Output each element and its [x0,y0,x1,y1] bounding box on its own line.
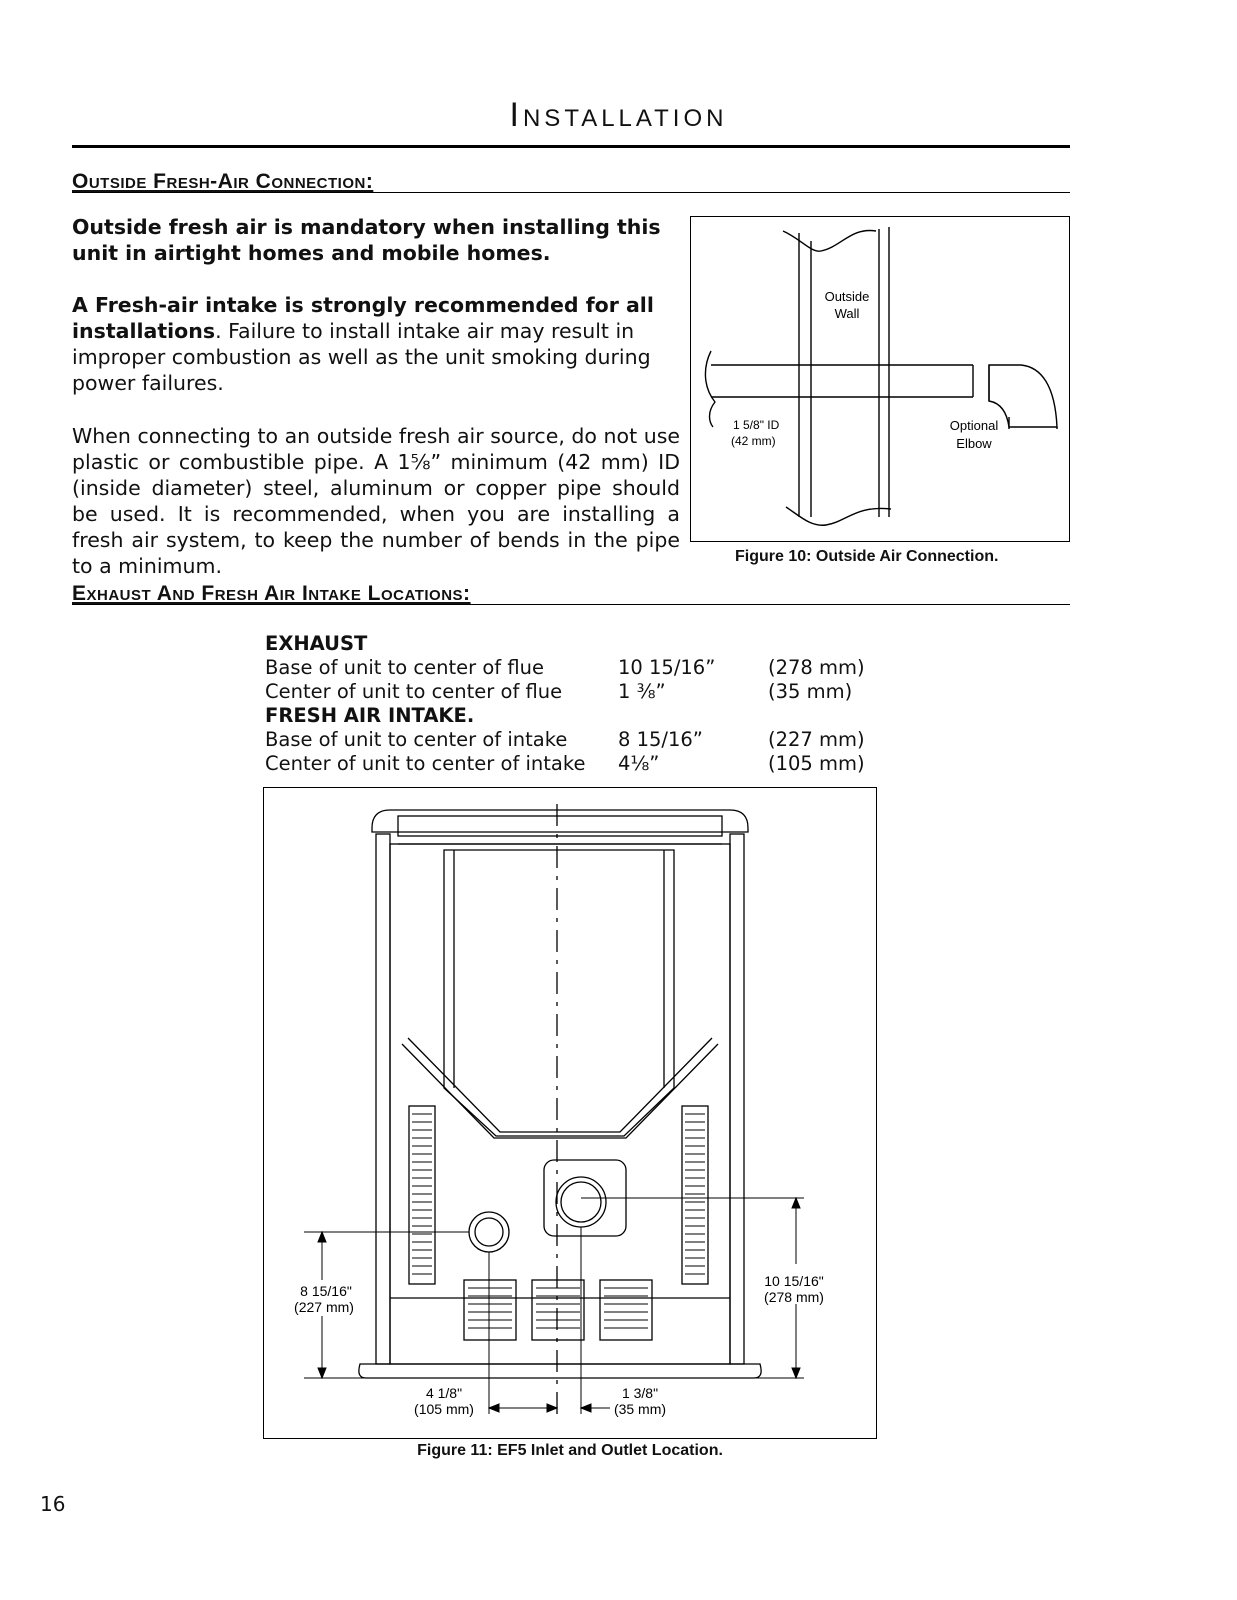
pipe-paragraph: When connecting to an outside fresh air source, do not use plastic or combustible pipe. A 1⅝” minimum (42 mm) ID (inside diameter) steel, aluminum or copper pipe should be used. It is recommended, when you are installing a fresh air system, to keep the number of bends in the pipe to a minimum. [72,424,680,578]
table-row [265,728,888,752]
row-mm: (105 mm) [768,752,865,775]
title-rule [72,145,1070,148]
row-label: Center of unit to center of intake [265,752,586,775]
dim-right-mm: (278 mm) [764,1289,824,1305]
dim-left-mm: (227 mm) [294,1299,354,1315]
figure-11 [263,787,877,1439]
page-number: 16 [40,1492,66,1516]
figure-11-caption: Figure 11: EF5 Inlet and Outlet Location. [417,1442,723,1459]
label-wall: Wall [834,306,860,321]
table-row [265,680,888,704]
row-inch: 4⅛” [618,752,660,775]
row-label: Base of unit to center of intake [265,728,568,751]
section-heading-locations: Exhaust And Fresh Air Intake Locations: [72,582,471,605]
stove-rear-diagram [264,788,876,1438]
page-title: Installation [509,96,728,134]
section-heading-fresh-air: Outside Fresh-Air Connection: [72,170,374,193]
table-row [265,752,888,776]
label-pipe-id: 1 5/8" ID [733,418,780,432]
row-label: Center of unit to center of flue [265,680,563,703]
figure-10 [690,216,1070,542]
outside-air-diagram [691,217,1069,541]
top-cap [372,810,748,832]
row-mm: (227 mm) [768,728,865,751]
label-outside: Outside [824,289,870,304]
wall-top-break [783,230,876,251]
dimension-table [265,632,888,776]
section-rule [72,192,1070,193]
row-mm: (278 mm) [768,656,865,679]
mandatory-paragraph: Outside fresh air is mandatory when installing this unit in airtight homes and mobile homes. [72,215,661,265]
recommendation-paragraph [72,292,680,396]
label-elbow: Elbow [956,436,992,451]
exhaust-header: EXHAUST [265,632,368,655]
recommendation-rest: . Failure to install intake air may result in improper combustion as well as the unit smoking during power failures. [72,319,651,395]
dim-bottom-right-mm: (35 mm) [613,1401,667,1417]
label-pipe-mm: (42 mm) [731,434,776,448]
dim-left-inch: 8 15/16" [300,1283,352,1299]
dim-right-inch: 10 15/16" [764,1273,824,1289]
section-rule-2 [72,604,1070,605]
dim-bottom-right-inch: 1 3/8" [621,1385,659,1401]
row-inch: 10 15/16” [618,656,716,679]
label-optional: Optional [949,418,999,433]
row-inch: 8 15/16” [618,728,703,751]
recommendation-bold: A Fresh-air intake is strongly recommended for all installations [72,293,654,343]
figure-10-caption: Figure 10: Outside Air Connection. [735,548,999,565]
intake-header: FRESH AIR INTAKE. [265,704,475,727]
row-inch: 1 ⅜” [618,680,666,703]
wall-bottom-break [786,507,891,525]
table-row [265,656,888,680]
row-mm: (35 mm) [768,680,853,703]
dim-bottom-left-mm: (105 mm) [414,1401,474,1417]
dim-bottom-left-inch: 4 1/8" [425,1385,463,1401]
row-label: Base of unit to center of flue [265,656,544,679]
